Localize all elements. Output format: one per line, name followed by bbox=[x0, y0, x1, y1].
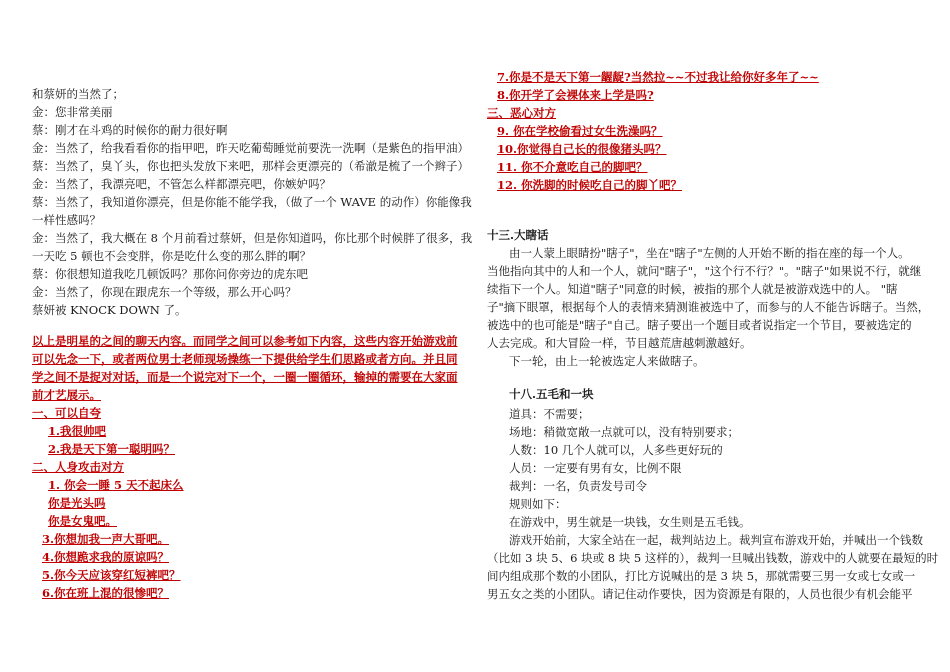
dialogue-line: 金：当然了，你现在跟虎东一个等级，那么开心吗？ bbox=[32, 285, 297, 299]
dialogue-line: 蔡：刚才在斗鸡的时候你的耐力很好啊 bbox=[32, 123, 228, 137]
list-item: 3.你想加我一声大哥吧。 bbox=[42, 532, 170, 546]
dialogue-line: 蔡：当然了，臭丫头，你也把头发放下来吧，那样会更漂亮的（希澈是梳了一个辫子） bbox=[32, 159, 469, 173]
section-heading: 一、可以自夸 bbox=[32, 406, 101, 420]
dialogue-line: 一样性感吗？ bbox=[32, 213, 101, 227]
dialogue-line: 蔡妍被 KNOCK DOWN 了。 bbox=[32, 303, 187, 317]
game-text-line: 人去完成。和大冒险一样，节目越荒唐越刺激越好。 bbox=[487, 336, 752, 350]
dialogue-line: 蔡：你很想知道我吃几顿饭吗？那你问你旁边的虎东吧 bbox=[32, 267, 308, 281]
game-text-line: 裁判：一名，负责发号司令 bbox=[509, 479, 647, 493]
game-text-line: 道具：不需要； bbox=[509, 407, 590, 421]
intro-line: 以上是明星的之间的聊天内容。而同学之间可以参考如下内容，这些内容开始游戏前 bbox=[32, 334, 458, 348]
dialogue-line: 一天吃 5 顿也不会变胖，你是吃什么变的那么胖的啊？ bbox=[32, 249, 312, 263]
list-item: 1. 你会一睡 5 天不起床么 bbox=[48, 478, 184, 492]
game-title: 十三.大瞎话 bbox=[487, 228, 549, 242]
game-text-line: 规则如下： bbox=[509, 497, 567, 511]
list-item: 8.你开学了会裸体来上学是吗? bbox=[497, 88, 654, 102]
dialogue-line: 蔡：当然了，我知道你漂亮，但是你能不能学我，（做了一个 WAVE 的动作）你能像我 bbox=[32, 195, 472, 209]
list-item: 11. 你不介意吃自己的脚吧？ bbox=[497, 160, 648, 174]
game-text-line: 人数：10 几个人就可以，人多些更好玩的 bbox=[509, 443, 723, 457]
game-text-line: 续指下一个人。知道"瞎子"同意的时候，被指的那个人就是被游戏选中的人。 "瞎 bbox=[487, 282, 898, 296]
list-item: 9. 你在学校偷看过女生洗澡吗？ bbox=[497, 124, 663, 138]
section-heading: 三、恶心对方 bbox=[487, 106, 556, 120]
game-text-line: 间内组成那个数的小团队，打比方说喊出的是 3 块 5，那就需要三男一女或七女或一 bbox=[487, 569, 916, 583]
list-item: 你是女鬼吧。 bbox=[48, 514, 117, 528]
game-text-line: 当他指向其中的人和一个人，就问"瞎子"，"这个行不行？"。"瞎子"如果说不行，就继 bbox=[487, 264, 922, 278]
list-item: 7.你是不是天下第一龌龊?当然拉~~不过我让给你好多年了~~ bbox=[497, 70, 819, 84]
dialogue-line: 金：当然了，我大概在 8 个月前看过蔡妍，但是你知道吗，你比那个时候胖了很多，我 bbox=[32, 231, 473, 245]
dialogue-line: 金：当然了，我漂亮吧，不管怎么样都漂亮吧，你嫉妒吗？ bbox=[32, 177, 331, 191]
list-item: 你是光头吗 bbox=[48, 496, 106, 510]
dialogue-line: 和蔡妍的当然了； bbox=[32, 87, 124, 101]
intro-line: 前才艺展示。 bbox=[32, 388, 101, 402]
game-text-line: 人员：一定要有男有女，比例不限 bbox=[509, 461, 682, 475]
list-item: 1.我很帅吧 bbox=[48, 424, 107, 438]
game-text-line: 在游戏中，男生就是一块钱，女生则是五毛钱。 bbox=[509, 515, 751, 529]
game-text-line: 男五女之类的小团队。请记住动作要快，因为资源是有限的，人员也很少有机会能平 bbox=[487, 587, 913, 601]
intro-line: 可以先念一下，或者两位男士老师现场操练一下提供给学生们思路或者方向。并且同 bbox=[32, 352, 458, 366]
intro-line: 学之间不是捉对对话，而是一个说完对下一个，一圈一圈循环，输掉的需要在大家面 bbox=[32, 370, 458, 384]
dialogue-line: 金：当然了，给我看看你的指甲吧，昨天吃葡萄睡觉前要洗一洗啊（是紫色的指甲油） bbox=[32, 141, 469, 155]
list-item: 4.你想跪求我的原谅吗？ bbox=[42, 550, 170, 564]
game-title: 十八.五毛和一块 bbox=[509, 387, 594, 401]
list-item: 12. 你洗脚的时候吃自己的脚丫吧？ bbox=[497, 178, 683, 192]
game-text-line: 下一轮，由上一轮被选定人来做瞎子。 bbox=[509, 354, 705, 368]
dialogue-line: 金：您非常美丽 bbox=[32, 105, 113, 119]
game-text-line: 被选中的也可能是"瞎子"自己。瞎子要出一个题目或者说指定一个节目，要被选定的 bbox=[487, 318, 912, 332]
game-text-line: （比如 3 块 5、6 块或 8 块 5 这样的），裁判一旦喊出钱数，游戏中的人就要在最短的时 bbox=[487, 551, 939, 565]
game-text-line: 场地：稍微宽敞一点就可以，没有特别要求； bbox=[509, 425, 739, 439]
game-text-line: 子"摘下眼罩，根据每个人的表情来猜测谁被选中了，而参与的人不能告诉瞎子。当然， bbox=[487, 300, 930, 314]
list-item: 6.你在班上混的很惨吧？ bbox=[42, 586, 170, 600]
game-text-line: 游戏开始前，大家全站在一起，裁判站边上。裁判宣布游戏开始，并喊出一个钱数 bbox=[509, 533, 923, 547]
list-item: 2.我是天下第一聪明吗？ bbox=[48, 442, 176, 456]
section-heading: 二、人身攻击对方 bbox=[32, 460, 124, 474]
game-text-line: 由一人蒙上眼睛扮"瞎子"，坐在"瞎子"左侧的人开始不断的指在座的每一个人。 bbox=[509, 246, 910, 260]
list-item: 10.你觉得自己长的很像猪头吗？ bbox=[497, 142, 667, 156]
list-item: 5.你今天应该穿红短裤吧？ bbox=[42, 568, 181, 582]
